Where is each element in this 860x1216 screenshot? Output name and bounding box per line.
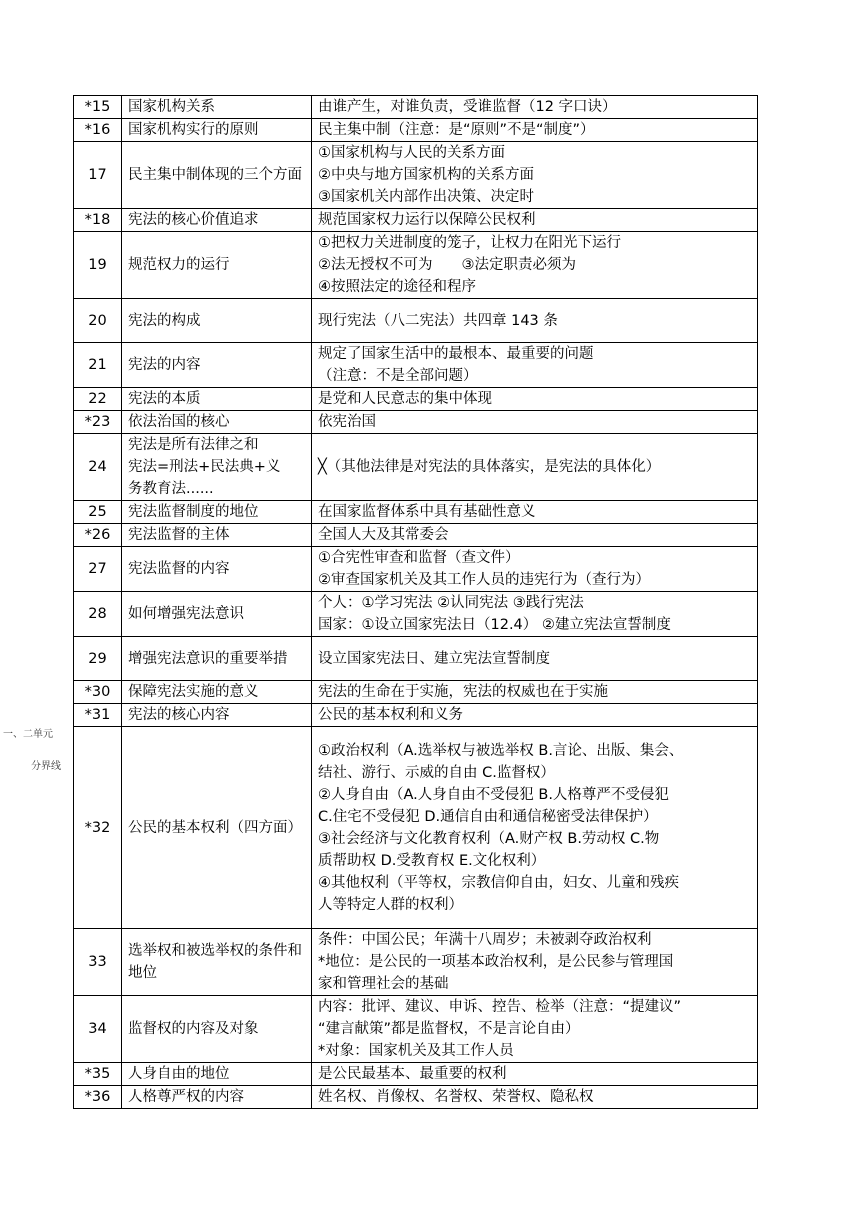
content-line: 宪法的生命在于实施，宪法的权威也在于实施: [318, 684, 608, 700]
row-content: [312, 343, 758, 388]
content-line: ①把权力关进制度的笼子，让权力在阳光下运行: [318, 235, 621, 251]
row-content: [312, 704, 758, 727]
table-row: [74, 727, 758, 929]
row-topic: 人格尊严权的内容: [122, 1086, 312, 1109]
row-topic: 监督权的内容及对象: [122, 996, 312, 1063]
row-topic: 依法治国的核心: [122, 411, 312, 434]
row-number: 25: [74, 501, 122, 524]
row-topic: 宪法的本质: [122, 388, 312, 411]
content-line: 现行宪法（八二宪法）共四章 143 条: [318, 312, 558, 329]
row-topic: 选举权和被选举权的条件和地位: [122, 929, 312, 996]
content-line: *地位：是公民的一项基本政治权利，是公民参与管理国: [318, 954, 674, 970]
row-topic: 保障宪法实施的意义: [122, 681, 312, 704]
row-content: [312, 1063, 758, 1086]
content-line: 全国人大及其常委会: [318, 527, 449, 543]
content-line: 质帮助权 D.受教育权 E.文化权利）: [318, 852, 546, 869]
content-line: ①政治权利（A.选举权与被选举权 B.言论、出版、集会、: [318, 742, 684, 759]
row-content: [312, 547, 758, 592]
row-content: [312, 524, 758, 547]
content-line: 设立国家宪法日、建立宪法宣誓制度: [318, 650, 550, 667]
content-line: （注意：不是全部问题）: [318, 368, 478, 384]
row-number: *16: [74, 119, 122, 142]
content-line: 姓名权、肖像权、名誉权、荣誉权、隐私权: [318, 1089, 594, 1105]
row-number: 17: [74, 142, 122, 209]
row-content: [312, 119, 758, 142]
table-row: [74, 547, 758, 592]
row-content: [312, 209, 758, 232]
row-topic: 民主集中制体现的三个方面: [122, 142, 312, 209]
row-content: [312, 299, 758, 343]
row-number: *31: [74, 704, 122, 727]
row-number: 28: [74, 592, 122, 637]
content-line: 在国家监督体系中具有基础性意义: [318, 504, 536, 520]
row-content: [312, 96, 758, 119]
side-note: [3, 728, 71, 774]
content-line: 条件：中国公民；年满十八周岁；未被剥夺政治权利: [318, 932, 652, 948]
row-content: [312, 411, 758, 434]
table-row: [74, 501, 758, 524]
content-line: 结社、游行、示威的自由 C.监督权）: [318, 764, 555, 781]
content-line: 是公民最基本、最重要的权利: [318, 1066, 507, 1082]
content-line: ③社会经济与文化教育权利（A.财产权 B.劳动权 C.物: [318, 830, 660, 847]
row-number: *35: [74, 1063, 122, 1086]
table-body: [74, 96, 758, 1109]
row-topic: 人身自由的地位: [122, 1063, 312, 1086]
content-line: ④其他权利（平等权，宗教信仰自由，妇女、儿童和残疾: [318, 874, 679, 891]
content-line: 国家：①设立国家宪法日（12.4） ②建立宪法宣誓制度: [318, 617, 671, 633]
table-row: [74, 209, 758, 232]
row-number: *26: [74, 524, 122, 547]
content-line: *对象：国家机关及其工作人员: [318, 1043, 514, 1059]
table-row: [74, 637, 758, 681]
row-topic: 如何增强宪法意识: [122, 592, 312, 637]
row-number: 29: [74, 637, 122, 681]
row-content: [312, 232, 758, 299]
row-topic: 增强宪法意识的重要举措: [122, 637, 312, 681]
row-number: *23: [74, 411, 122, 434]
content-line: ╳（其他法律是对宪法的具体落实，是宪法的具体化）: [318, 459, 661, 475]
row-number: *30: [74, 681, 122, 704]
content-line: ①合宪性审查和监督（查文件）: [318, 550, 520, 566]
content-line: ②人身自由（A.人身自由不受侵犯 B.人格尊严不受侵犯: [318, 786, 669, 803]
side-note-line-1: 一、二单元: [3, 729, 53, 740]
row-content: [312, 434, 758, 501]
row-number: 20: [74, 299, 122, 343]
content-line: 人等特定人群的权利）: [318, 896, 463, 913]
row-number: 19: [74, 232, 122, 299]
row-number: *36: [74, 1086, 122, 1109]
content-line: ④按照法定的途径和程序: [318, 279, 476, 295]
row-content: [312, 592, 758, 637]
row-topic: 宪法监督的内容: [122, 547, 312, 592]
table-row: [74, 96, 758, 119]
content-line: 依宪治国: [318, 414, 376, 430]
row-topic: 公民的基本权利（四方面）: [122, 727, 312, 929]
row-number: *15: [74, 96, 122, 119]
row-number: 27: [74, 547, 122, 592]
row-content: [312, 142, 758, 209]
knowledge-table: [73, 95, 758, 1109]
row-number: *32: [74, 727, 122, 929]
table-row: [74, 119, 758, 142]
content-line: 公民的基本权利和义务: [318, 707, 463, 723]
content-line: 由谁产生，对谁负责，受谁监督（12 字口诀）: [318, 99, 617, 115]
row-content: [312, 637, 758, 681]
table-row: [74, 524, 758, 547]
content-line: ①国家机构与人民的关系方面: [318, 145, 505, 161]
content-line: 民主集中制（注意：是“原则”不是“制度”）: [318, 122, 595, 138]
row-number: 33: [74, 929, 122, 996]
row-content: [312, 1086, 758, 1109]
table-row: [74, 996, 758, 1063]
content-line: ②审查国家机关及其工作人员的违宪行为（查行为）: [318, 572, 650, 588]
row-number: *18: [74, 209, 122, 232]
content-line: “建言献策”都是监督权，不是言论自由）: [318, 1021, 580, 1037]
row-content: [312, 996, 758, 1063]
row-number: 24: [74, 434, 122, 501]
table-row: [74, 1086, 758, 1109]
row-content: [312, 501, 758, 524]
content-line: 家和管理社会的基础: [318, 976, 449, 992]
table-row: [74, 434, 758, 501]
row-content: [312, 681, 758, 704]
row-topic: 国家机构实行的原则: [122, 119, 312, 142]
table-row: [74, 343, 758, 388]
table-row: [74, 1063, 758, 1086]
content-line: 内容：批评、建议、申诉、控告、检举（注意：“提建议”: [318, 999, 682, 1015]
table-row: [74, 299, 758, 343]
row-topic: 宪法的内容: [122, 343, 312, 388]
content-line: 个人：①学习宪法 ②认同宪法 ③践行宪法: [318, 595, 584, 611]
table-row: [74, 232, 758, 299]
content-line: C.住宅不受侵犯 D.通信自由和通信秘密受法律保护）: [318, 808, 658, 825]
row-number: 21: [74, 343, 122, 388]
table-row: [74, 142, 758, 209]
row-content: [312, 388, 758, 411]
row-topic: 宪法的构成: [122, 299, 312, 343]
row-topic: 宪法监督的主体: [122, 524, 312, 547]
row-topic: 宪法监督制度的地位: [122, 501, 312, 524]
table-row: [74, 388, 758, 411]
row-content: [312, 727, 758, 929]
content-line: ②中央与地方国家机构的关系方面: [318, 167, 534, 183]
content-line: 是党和人民意志的集中体现: [318, 391, 492, 407]
content-line: ②法无授权不可为 ③法定职责必须为: [318, 257, 576, 273]
row-content: [312, 929, 758, 996]
row-topic: 宪法是所有法律之和 宪法=刑法+民法典+义 务教育法......: [122, 434, 312, 501]
row-number: 34: [74, 996, 122, 1063]
row-topic: 宪法的核心价值追求: [122, 209, 312, 232]
side-note-line-2: 分界线: [31, 761, 61, 772]
row-topic: 宪法的核心内容: [122, 704, 312, 727]
content-line: ③国家机关内部作出决策、决定时: [318, 189, 534, 205]
row-number: 22: [74, 388, 122, 411]
table-row: [74, 411, 758, 434]
table-row: [74, 704, 758, 727]
row-topic: 规范权力的运行: [122, 232, 312, 299]
content-line: 规定了国家生活中的最根本、最重要的问题: [318, 346, 594, 362]
content-line: 规范国家权力运行以保障公民权利: [318, 212, 536, 228]
table-row: [74, 592, 758, 637]
table-row: [74, 929, 758, 996]
table-row: [74, 681, 758, 704]
row-topic: 国家机构关系: [122, 96, 312, 119]
